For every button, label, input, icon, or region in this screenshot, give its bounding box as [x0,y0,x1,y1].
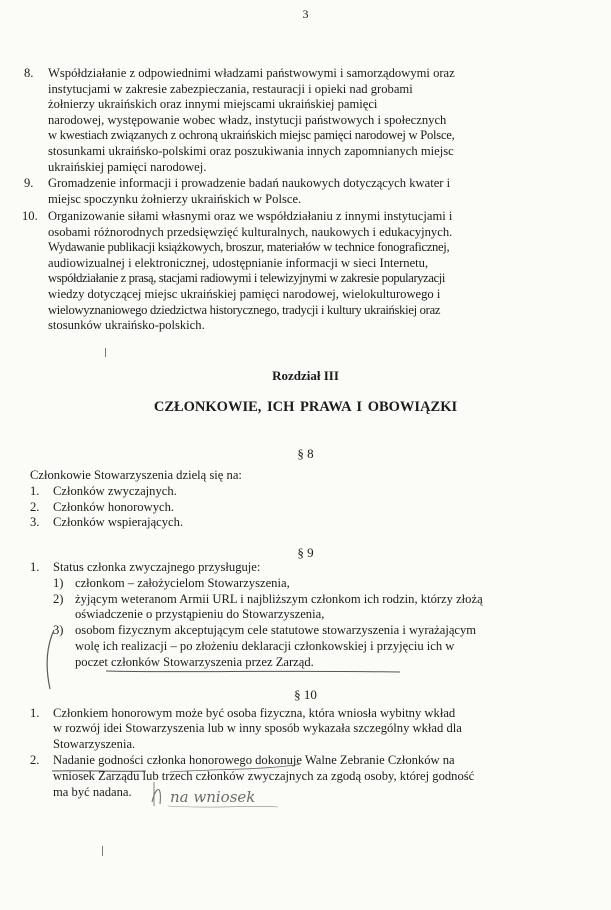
list-item: Członków honorowych. [53,500,175,514]
item-number: 10. [22,209,38,223]
text-line: instytucjami w zakresie zabezpieczania, restauracji i opieki nad grobami [48,81,413,96]
item-number: 2) [53,592,64,606]
item-number: 1) [53,576,64,590]
text-line: poczet członków Stowarzyszenia przez Zarząd. [75,655,314,669]
text-line: stosunkami ukraińsko-polskimi oraz poszukiwania innych zapomnianych miejsc [48,143,454,158]
handwriting-text: na wniosek [170,788,256,806]
handwritten-note [146,776,286,816]
item-number: 2. [30,500,40,514]
item-number: 3. [30,515,40,529]
text-line: członkom – założycielom Stowarzyszenia, [75,576,290,590]
item-number: 1. [30,706,40,720]
text-line: Wydawanie publikacji książkowych, broszur, materiałów w technice fonograficznej, [48,240,450,255]
item-number: 1. [30,560,40,574]
text-line: Organizowanie siłami własnymi oraz we współdziałaniu z innymi instytucjami i [48,209,453,223]
text-line: współdziałanie z prasą, stacjami radiowymi i telewizyjnymi w zakresie popularyzacji [48,271,445,286]
section-title-8: § 8 [297,446,314,461]
text-line: żyjącym weteranom Armii URL i najbliższym członkom ich rodzin, którzy złożą [75,592,483,606]
text-line: wolę ich realizacji – po złożeniu deklaracji członkowskiej i przyjęciu ich w [75,639,455,653]
text-line: ukraińskiej pamięci narodowej. [48,159,207,174]
section-title-10: § 10 [294,687,317,702]
chapter-label: Rozdział III [272,368,339,383]
text-line: wiedzy dotyczącej miejsc ukraińskiej pamięci narodowej, wielokulturowego i [48,286,441,301]
list-item-8 [24,66,588,175]
list-item: Członków zwyczajnych. [53,484,177,498]
text-line: w kwestiach związanych z ochroną ukraińskich miejsc pamięci narodowej w Polsce, [48,128,455,143]
text-line: miejsc spoczynku żołnierzy ukraińskich w Polsce. [48,191,302,206]
item-number: 9. [24,176,34,190]
text-line: audiowizualnej i elektronicznej, udostępnianie informacji w sieci Internetu, [48,255,429,270]
section-intro: Członkowie Stowarzyszenia dzielą się na: [30,468,242,482]
item-number: 2. [30,753,40,767]
text-line: Nadanie godności członka honorowego dokonuje Walne Zebranie Członków na [53,753,455,767]
section-intro: Status członka zwyczajnego przysługuje: [53,560,261,574]
page-number: 3 [302,7,309,21]
text-line: stosunków ukraińsko-polskich. [48,318,205,333]
text-line: Współdziałanie z odpowiednimi władzami państwowymi i samorządowymi oraz [48,66,455,80]
item-number: 1. [30,484,40,498]
list-item-9 [24,176,588,207]
scan-mark [102,846,103,856]
text-line: oświadczenie o przystąpieniu do Stowarzyszenia, [75,607,325,621]
text-line: wielowyznaniowego dziedzictwa historycznego, tradycji i kultury ukraińskiej oraz [48,302,441,317]
text-line: żołnierzy ukraińskich oraz innymi miejscami ukraińskiej pamięci [48,97,378,112]
text-line: Stowarzyszenia. [53,737,136,751]
text-line: Gromadzenie informacji i prowadzenie badań naukowych dotyczących kwater i [48,176,451,190]
scan-mark [105,348,106,357]
underline-mark [104,668,404,676]
list-item-10 [22,209,588,334]
text-line: ma być nadana. [53,785,132,799]
chapter-title: CZŁONKOWIE, ICH PRAWA I OBOWIĄZKI [153,399,458,415]
item-number: 8. [24,66,34,80]
text-line: narodowej, występowanie wobec władz, instytucji państwowych i społecznych [48,112,447,127]
text-line: Członkiem honorowym może być osoba fizyczna, która wniosła wybitny wkład [53,706,456,720]
text-line: w rozwój idei Stowarzyszenia lub w inny sposób wykazała szczególny wkład dla [53,721,462,735]
item-number: 3) [53,623,64,637]
text-line: wniosek Zarządu lub trzech członków zwyczajnych za zgodą osoby, której godność [53,769,475,783]
text-line: osobom fizycznym akceptującym cele statutowe stowarzyszenia i wyrażającym [75,623,477,637]
list-item: Członków wspierających. [53,515,184,529]
section-title-9: § 9 [297,545,314,560]
text-line: osobami różnorodnych przedsięwzięć kulturalnych, naukowych i edukacyjnych. [48,224,453,239]
